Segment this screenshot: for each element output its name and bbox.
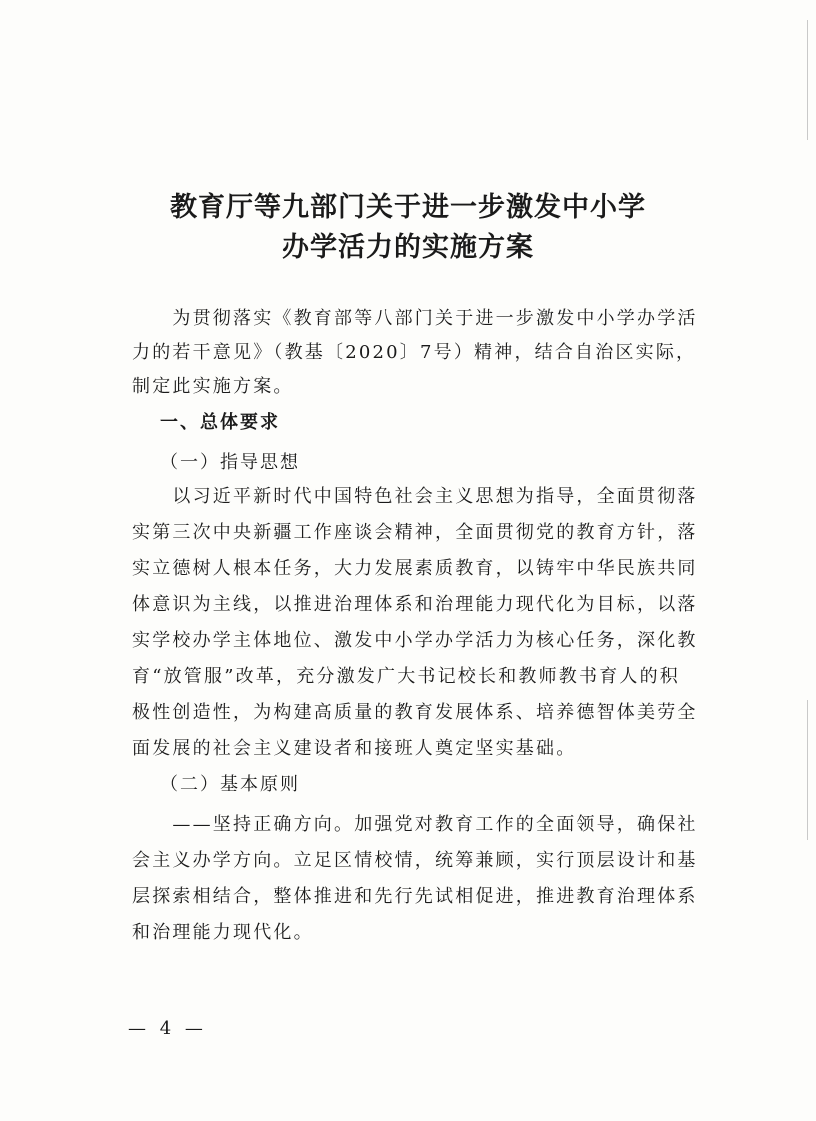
intro-line-2: 力的若干意见》（教基〔2020〕7号）精神，结合自治区实际， bbox=[132, 342, 697, 363]
subsection-heading-basic-principles: （二）基本原则 bbox=[160, 774, 300, 795]
paragraph-line: 层探索相结合，整体推进和先行先试相促进，推进教育治理体系 bbox=[132, 886, 698, 907]
paragraph-line: 面发展的社会主义建设者和接班人奠定坚实基础。 bbox=[132, 738, 577, 759]
paragraph-line: ——坚持正确方向。加强党对教育工作的全面领导，确保社 bbox=[132, 814, 698, 835]
paragraph-line: 和治理能力现代化。 bbox=[132, 922, 314, 943]
paragraph-line: 实第三次中央新疆工作座谈会精神，全面贯彻党的教育方针，落 bbox=[132, 522, 698, 543]
paragraph-line: 会主义办学方向。立足区情校情，统筹兼顾，实行顶层设计和基 bbox=[132, 850, 698, 871]
section-heading-general-requirements: 一、总体要求 bbox=[160, 412, 280, 433]
document-title-line-1: 教育厅等九部门关于进一步激发中小学 bbox=[170, 192, 646, 223]
paragraph-line: 以习近平新时代中国特色社会主义思想为指导，全面贯彻落 bbox=[132, 486, 698, 507]
subsection-heading-guiding-ideology: （一）指导思想 bbox=[160, 452, 300, 473]
intro-line-1: 为贯彻落实《教育部等八部门关于进一步激发中小学办学活 bbox=[132, 308, 698, 329]
page-number: — 4 — bbox=[128, 1018, 207, 1039]
scan-edge-mark bbox=[807, 700, 808, 840]
intro-line-3: 制定此实施方案。 bbox=[132, 376, 294, 397]
paragraph-line: 实学校办学主体地位、激发中小学办学活力为核心任务，深化教 bbox=[132, 630, 698, 651]
paragraph-line: 育“放管服”改革，充分激发广大书记校长和教师教书育人的积 bbox=[132, 666, 681, 687]
document-title-line-2: 办学活力的实施方案 bbox=[282, 232, 534, 263]
paragraph-line: 实立德树人根本任务，大力发展素质教育，以铸牢中华民族共同 bbox=[132, 558, 698, 579]
paragraph-line: 体意识为主线，以推进治理体系和治理能力现代化为目标，以落 bbox=[132, 594, 698, 615]
scan-edge-mark bbox=[807, 20, 808, 140]
paragraph-line: 极性创造性，为构建高质量的教育发展体系、培养德智体美劳全 bbox=[132, 702, 698, 723]
